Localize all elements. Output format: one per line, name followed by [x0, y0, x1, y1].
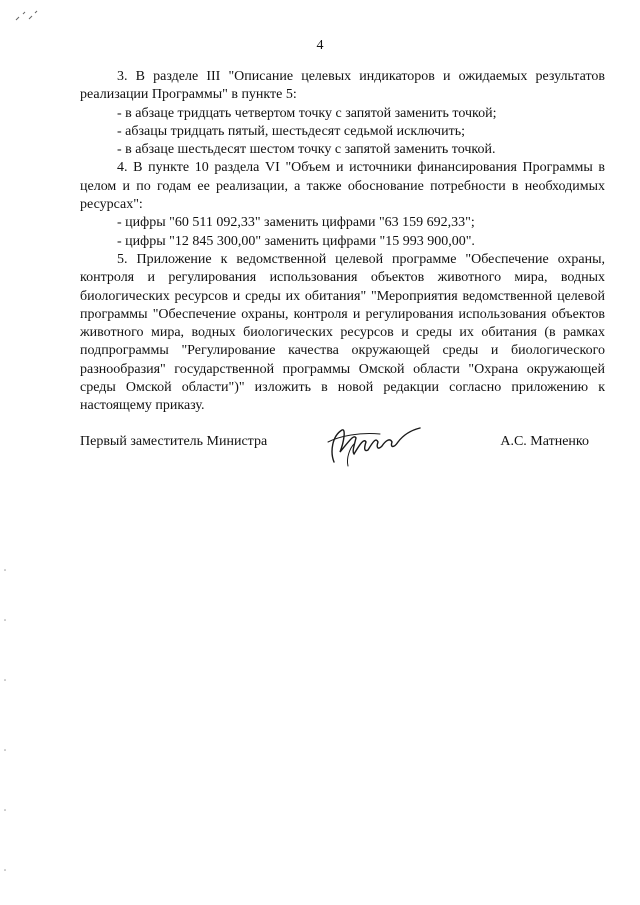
sub-item-3-3: - в абзаце шестьдесят шестом точку с запятой заменить точкой.: [117, 142, 496, 158]
paragraph-item-5: 5. Приложение к ведомственной целевой программе "Обеспечение охраны, контроля и регулирования использования объектов животного мира, водных биологических ресурсов и среды их обитания" "Мероприятия ведомственной целевой программы "Обеспечение охраны, контроля и регулирования использования объектов животного мира, водных биологических ресурсов и среды их обитания (в рамках подпрограммы "Регулирование качества окружающей среды и биологического разнообразия" государственной программы Омской области "Охрана окружающей среды Омской области")" изложить в новой редакции согласно приложению к настоящему приказу.: [80, 251, 605, 414]
scan-mark-icon: [14, 8, 40, 26]
signatory-name: А.С. Матненко: [500, 434, 589, 449]
sub-item-4-1: - цифры "60 511 092,33" заменить цифрами "63 159 692,33";: [117, 215, 475, 231]
handwritten-signature-icon: [320, 422, 430, 470]
sub-item-3-2: - абзацы тридцать пятый, шестьдесят седьмой исключить;: [117, 123, 465, 139]
sub-item-3-1: - в абзаце тридцать четвертом точку с запятой заменить точкой;: [117, 105, 497, 121]
page-number: 4: [316, 38, 324, 53]
margin-dots-decoration: [3, 560, 7, 890]
paragraph-item-3: 3. В разделе III "Описание целевых индикаторов и ожидаемых результатов реализации Программы" в пункте 5:: [80, 69, 605, 103]
document-body: [80, 68, 605, 416]
signature-block: [80, 422, 605, 482]
paragraph-item-4: 4. В пункте 10 раздела VI "Объем и источники финансирования Программы в целом и по годам ее реализации, а также обоснование потребности в необходимых ресурсах":: [80, 160, 605, 213]
sub-item-4-2: - цифры "12 845 300,00" заменить цифрами "15 993 900,00".: [117, 233, 475, 249]
signatory-position: Первый заместитель Министра: [80, 434, 268, 449]
